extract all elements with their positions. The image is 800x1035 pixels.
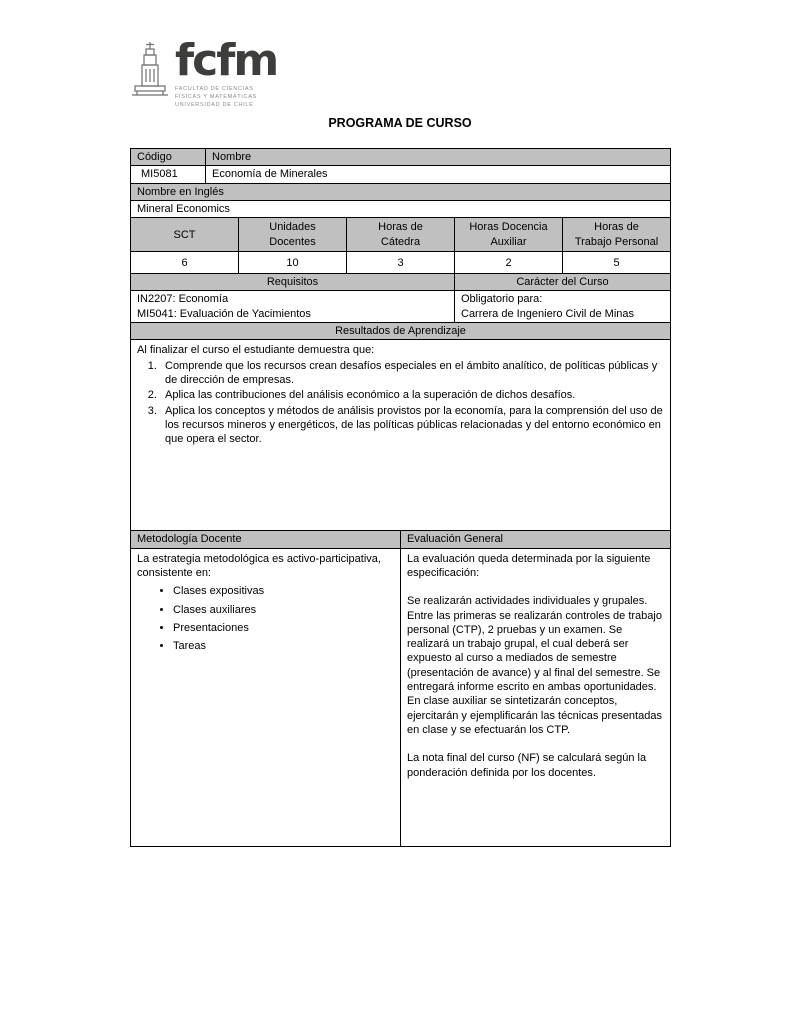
resultados-list <box>137 359 664 447</box>
metodologia-item: • Presentaciones <box>173 621 394 635</box>
row-hours-values <box>131 252 671 274</box>
resultados-content <box>131 340 671 531</box>
logo-subtext-line1: FACULTAD DE CIENCIAS <box>175 85 254 92</box>
requisito-item: IN2207: Economía <box>137 293 229 306</box>
metodologia-item: • Clases auxiliares <box>173 603 394 617</box>
metodologia-item: • Tareas <box>173 639 394 653</box>
codigo-value: MI5081 <box>131 166 206 183</box>
caracter-curso-header: Carácter del Curso <box>455 274 671 291</box>
caracter-curso-value <box>455 291 671 323</box>
logo-wordmark: fcfm <box>175 35 278 86</box>
codigo-header: Código <box>131 149 206 166</box>
evaluacion-paragraph: La evaluación queda determinada por la siguiente especificación: <box>407 552 651 579</box>
sct-value: 6 <box>131 252 239 274</box>
row-resultados-content <box>131 340 671 531</box>
nombre-ingles-value: Mineral Economics <box>131 201 671 218</box>
metodologia-header: Metodología Docente <box>131 531 401 548</box>
unidades-docentes-value: 10 <box>239 252 347 274</box>
page-title: PROGRAMA DE CURSO <box>328 116 472 130</box>
metodologia-list <box>137 584 394 653</box>
nombre-value: Economía de Minerales <box>206 166 671 183</box>
requisitos-header: Requisitos <box>131 274 455 291</box>
caracter-line: Carrera de Ingeniero Civil de Minas <box>461 307 635 320</box>
row-metodologia-evaluacion-content <box>131 549 671 847</box>
resultado-item: 1. Comprende que los recursos crean desafíos especiales en el ámbito analítico, de políticas públicas y de dirección de empresas. <box>160 359 664 388</box>
row-requisitos-values <box>131 291 671 323</box>
row-hours-headers <box>131 218 671 252</box>
resultados-header: Resultados de Aprendizaje <box>131 323 671 340</box>
evaluacion-header: Evaluación General <box>401 531 671 548</box>
horas-trabajo-personal-header: Horas de Trabajo Personal <box>563 218 671 252</box>
metodologia-content <box>131 549 401 847</box>
course-table <box>130 148 671 847</box>
resultados-intro: Al finalizar el curso el estudiante demuestra que: <box>137 344 375 357</box>
sct-header: SCT <box>131 218 239 252</box>
evaluacion-paragraph: Se realizarán actividades individuales y grupales. Entre las primeras se realizarán controles de trabajo personal (CTP), 2 pruebas y un examen. Se realizará un trabajo grupal, el cual deberá ser expuesto al curso a mediados de semestre (presentación de avance) y al final del semestre. Se entregará informe escrito en ambas oportunidades. En clase auxiliar se sintetizarán conceptos, ejercitarán y ejemplificarán las técnicas presentadas en clase y se efectuarán los CTP. <box>407 595 662 736</box>
requisitos-value <box>131 291 455 323</box>
horas-catedra-value: 3 <box>347 252 455 274</box>
metodologia-intro: La estrategia metodológica es activo-participativa, consistente en: <box>137 552 381 579</box>
evaluacion-content <box>401 549 671 847</box>
requisito-item: MI5041: Evaluación de Yacimientos <box>137 307 311 320</box>
row-metodologia-evaluacion-header <box>131 531 671 548</box>
horas-docencia-auxiliar-header: Horas Docencia Auxiliar <box>455 218 563 252</box>
fcfm-logo <box>130 35 278 110</box>
logo-subtext <box>175 86 277 110</box>
row-nombre-ingles-header <box>131 184 671 201</box>
horas-catedra-header: Horas de Cátedra <box>347 218 455 252</box>
evaluacion-paragraph: La nota final del curso (NF) se calculará según la ponderación definida por los docentes. <box>407 752 647 779</box>
row-requisitos-header <box>131 274 671 291</box>
caracter-line: Obligatorio para: <box>461 293 543 306</box>
row-codigo-nombre-header <box>131 149 671 166</box>
horas-docencia-auxiliar-value: 2 <box>455 252 563 274</box>
metodologia-item: • Clases expositivas <box>173 584 394 598</box>
row-codigo-nombre-values <box>131 166 671 183</box>
university-tower-icon <box>130 40 170 107</box>
resultado-item: 3. Aplica los conceptos y métodos de análisis provistos por la economía, para la comprensión del uso de los recursos mineros y energéticos, de las políticas públicas relacionadas y del entorno económico en que opera el sector. <box>160 404 664 447</box>
nombre-ingles-header: Nombre en Inglés <box>131 184 671 201</box>
resultado-item: 2. Aplica las contribuciones del análisis económico a la superación de dichos desafíos. <box>160 388 664 402</box>
nombre-header: Nombre <box>206 149 671 166</box>
row-resultados-header <box>131 323 671 340</box>
unidades-docentes-header: Unidades Docentes <box>239 218 347 252</box>
logo-subtext-line2: FÍSICAS Y MATEMÁTICAS <box>175 93 257 100</box>
row-nombre-ingles-value <box>131 201 671 218</box>
logo-subtext-line3: UNIVERSIDAD DE CHILE <box>175 101 254 108</box>
logo-text-block <box>175 35 278 110</box>
horas-trabajo-personal-value: 5 <box>563 252 671 274</box>
